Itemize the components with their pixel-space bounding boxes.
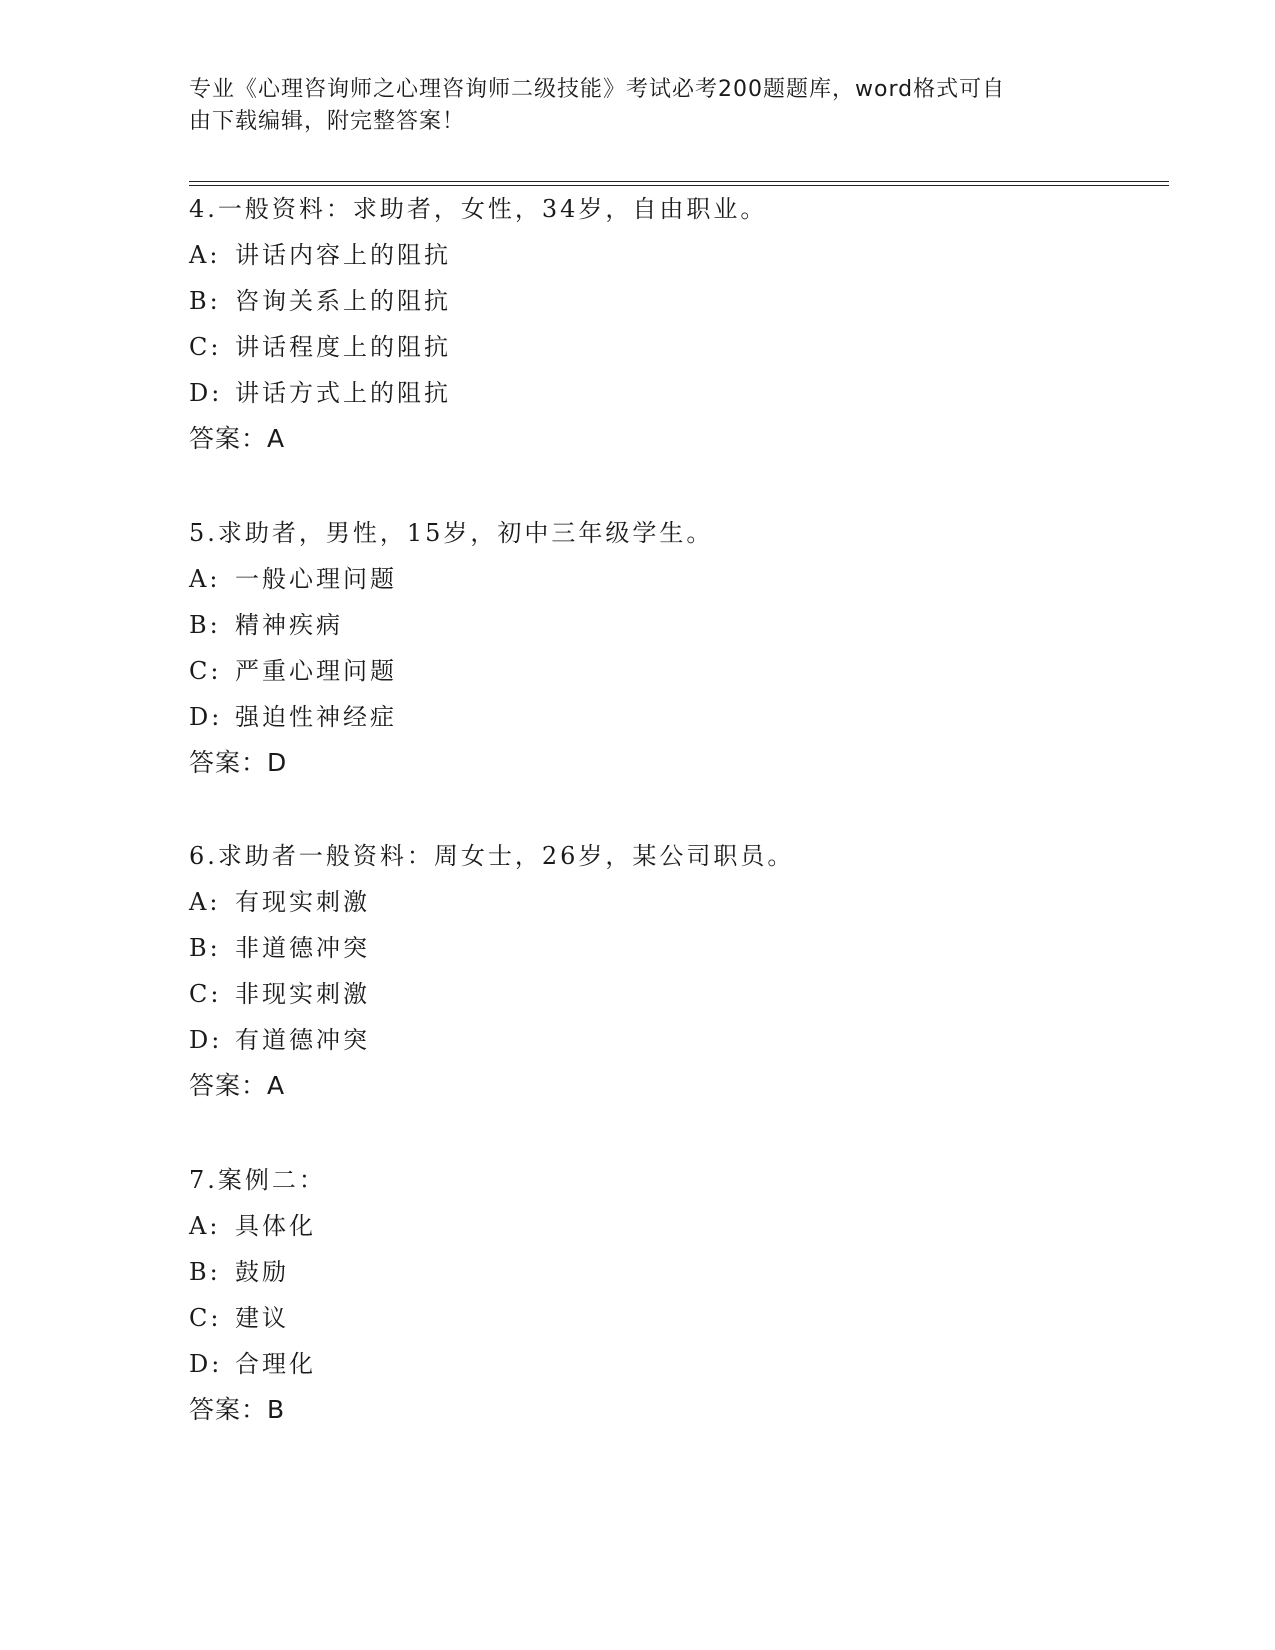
option-letter: D: — [189, 1350, 223, 1378]
option-c — [189, 648, 1169, 694]
header-divider-top — [189, 181, 1169, 182]
answer-line: 答案：A — [189, 1071, 286, 1100]
option-a — [189, 232, 1169, 278]
answer-line: 答案：A — [189, 424, 286, 453]
option-letter: B: — [189, 1258, 221, 1286]
answer-line: 答案：B — [189, 1395, 286, 1424]
option-text: 合理化 — [235, 1350, 316, 1378]
option-d — [189, 1341, 1169, 1387]
option-letter: B: — [189, 934, 221, 962]
question-stem: 5.求助者，男性，15岁，初中三年级学生。 — [189, 519, 714, 547]
option-letter: D: — [189, 379, 223, 407]
option-text: 具体化 — [235, 1212, 316, 1240]
option-d — [189, 1017, 1169, 1063]
option-d — [189, 694, 1169, 740]
option-d — [189, 370, 1169, 416]
option-text: 非道德冲突 — [235, 934, 370, 962]
header-line-2: 由下载编辑，附完整答案！ — [189, 109, 466, 134]
option-c — [189, 971, 1169, 1017]
option-letter: A: — [189, 241, 221, 269]
option-a — [189, 556, 1169, 602]
question-stem: 4.一般资料：求助者，女性，34岁，自由职业。 — [189, 195, 768, 223]
option-text: 非现实刺激 — [235, 980, 370, 1008]
question-stem: 6.求助者一般资料：周女士，26岁，某公司职员。 — [189, 842, 795, 870]
option-b — [189, 925, 1169, 971]
question-stem: 7.案例二： — [189, 1166, 326, 1194]
option-text: 有道德冲突 — [235, 1026, 370, 1054]
option-text: 讲话程度上的阻抗 — [235, 333, 451, 361]
option-a — [189, 879, 1169, 925]
option-letter: D: — [189, 1026, 223, 1054]
option-letter: B: — [189, 611, 221, 639]
option-letter: D: — [189, 703, 223, 731]
option-text: 建议 — [235, 1304, 289, 1332]
question-4 — [189, 186, 1169, 462]
option-text: 精神疾病 — [235, 611, 343, 639]
option-letter: C: — [189, 333, 222, 361]
option-text: 鼓励 — [235, 1258, 289, 1286]
option-text: 讲话方式上的阻抗 — [235, 379, 451, 407]
option-text: 严重心理问题 — [235, 657, 397, 685]
option-b — [189, 1249, 1169, 1295]
option-letter: C: — [189, 657, 222, 685]
option-letter: C: — [189, 980, 222, 1008]
question-5 — [189, 510, 1169, 786]
option-text: 一般心理问题 — [235, 565, 397, 593]
option-letter: A: — [189, 565, 221, 593]
option-text: 咨询关系上的阻抗 — [235, 287, 451, 315]
option-letter: A: — [189, 888, 221, 916]
option-text: 有现实刺激 — [235, 888, 370, 916]
question-6 — [189, 833, 1169, 1109]
option-b — [189, 278, 1169, 324]
option-text: 强迫性神经症 — [235, 703, 397, 731]
question-7 — [189, 1157, 1169, 1433]
option-a — [189, 1203, 1169, 1249]
header-line-1: 专业《心理咨询师之心理咨询师二级技能》考试必考200题题库，word格式可自 — [189, 77, 1006, 102]
option-letter: A: — [189, 1212, 221, 1240]
option-letter: B: — [189, 287, 221, 315]
answer-line: 答案：D — [189, 748, 288, 777]
option-c — [189, 1295, 1169, 1341]
option-letter: C: — [189, 1304, 222, 1332]
option-b — [189, 602, 1169, 648]
document-header — [189, 74, 1079, 138]
option-c — [189, 324, 1169, 370]
option-text: 讲话内容上的阻抗 — [235, 241, 451, 269]
